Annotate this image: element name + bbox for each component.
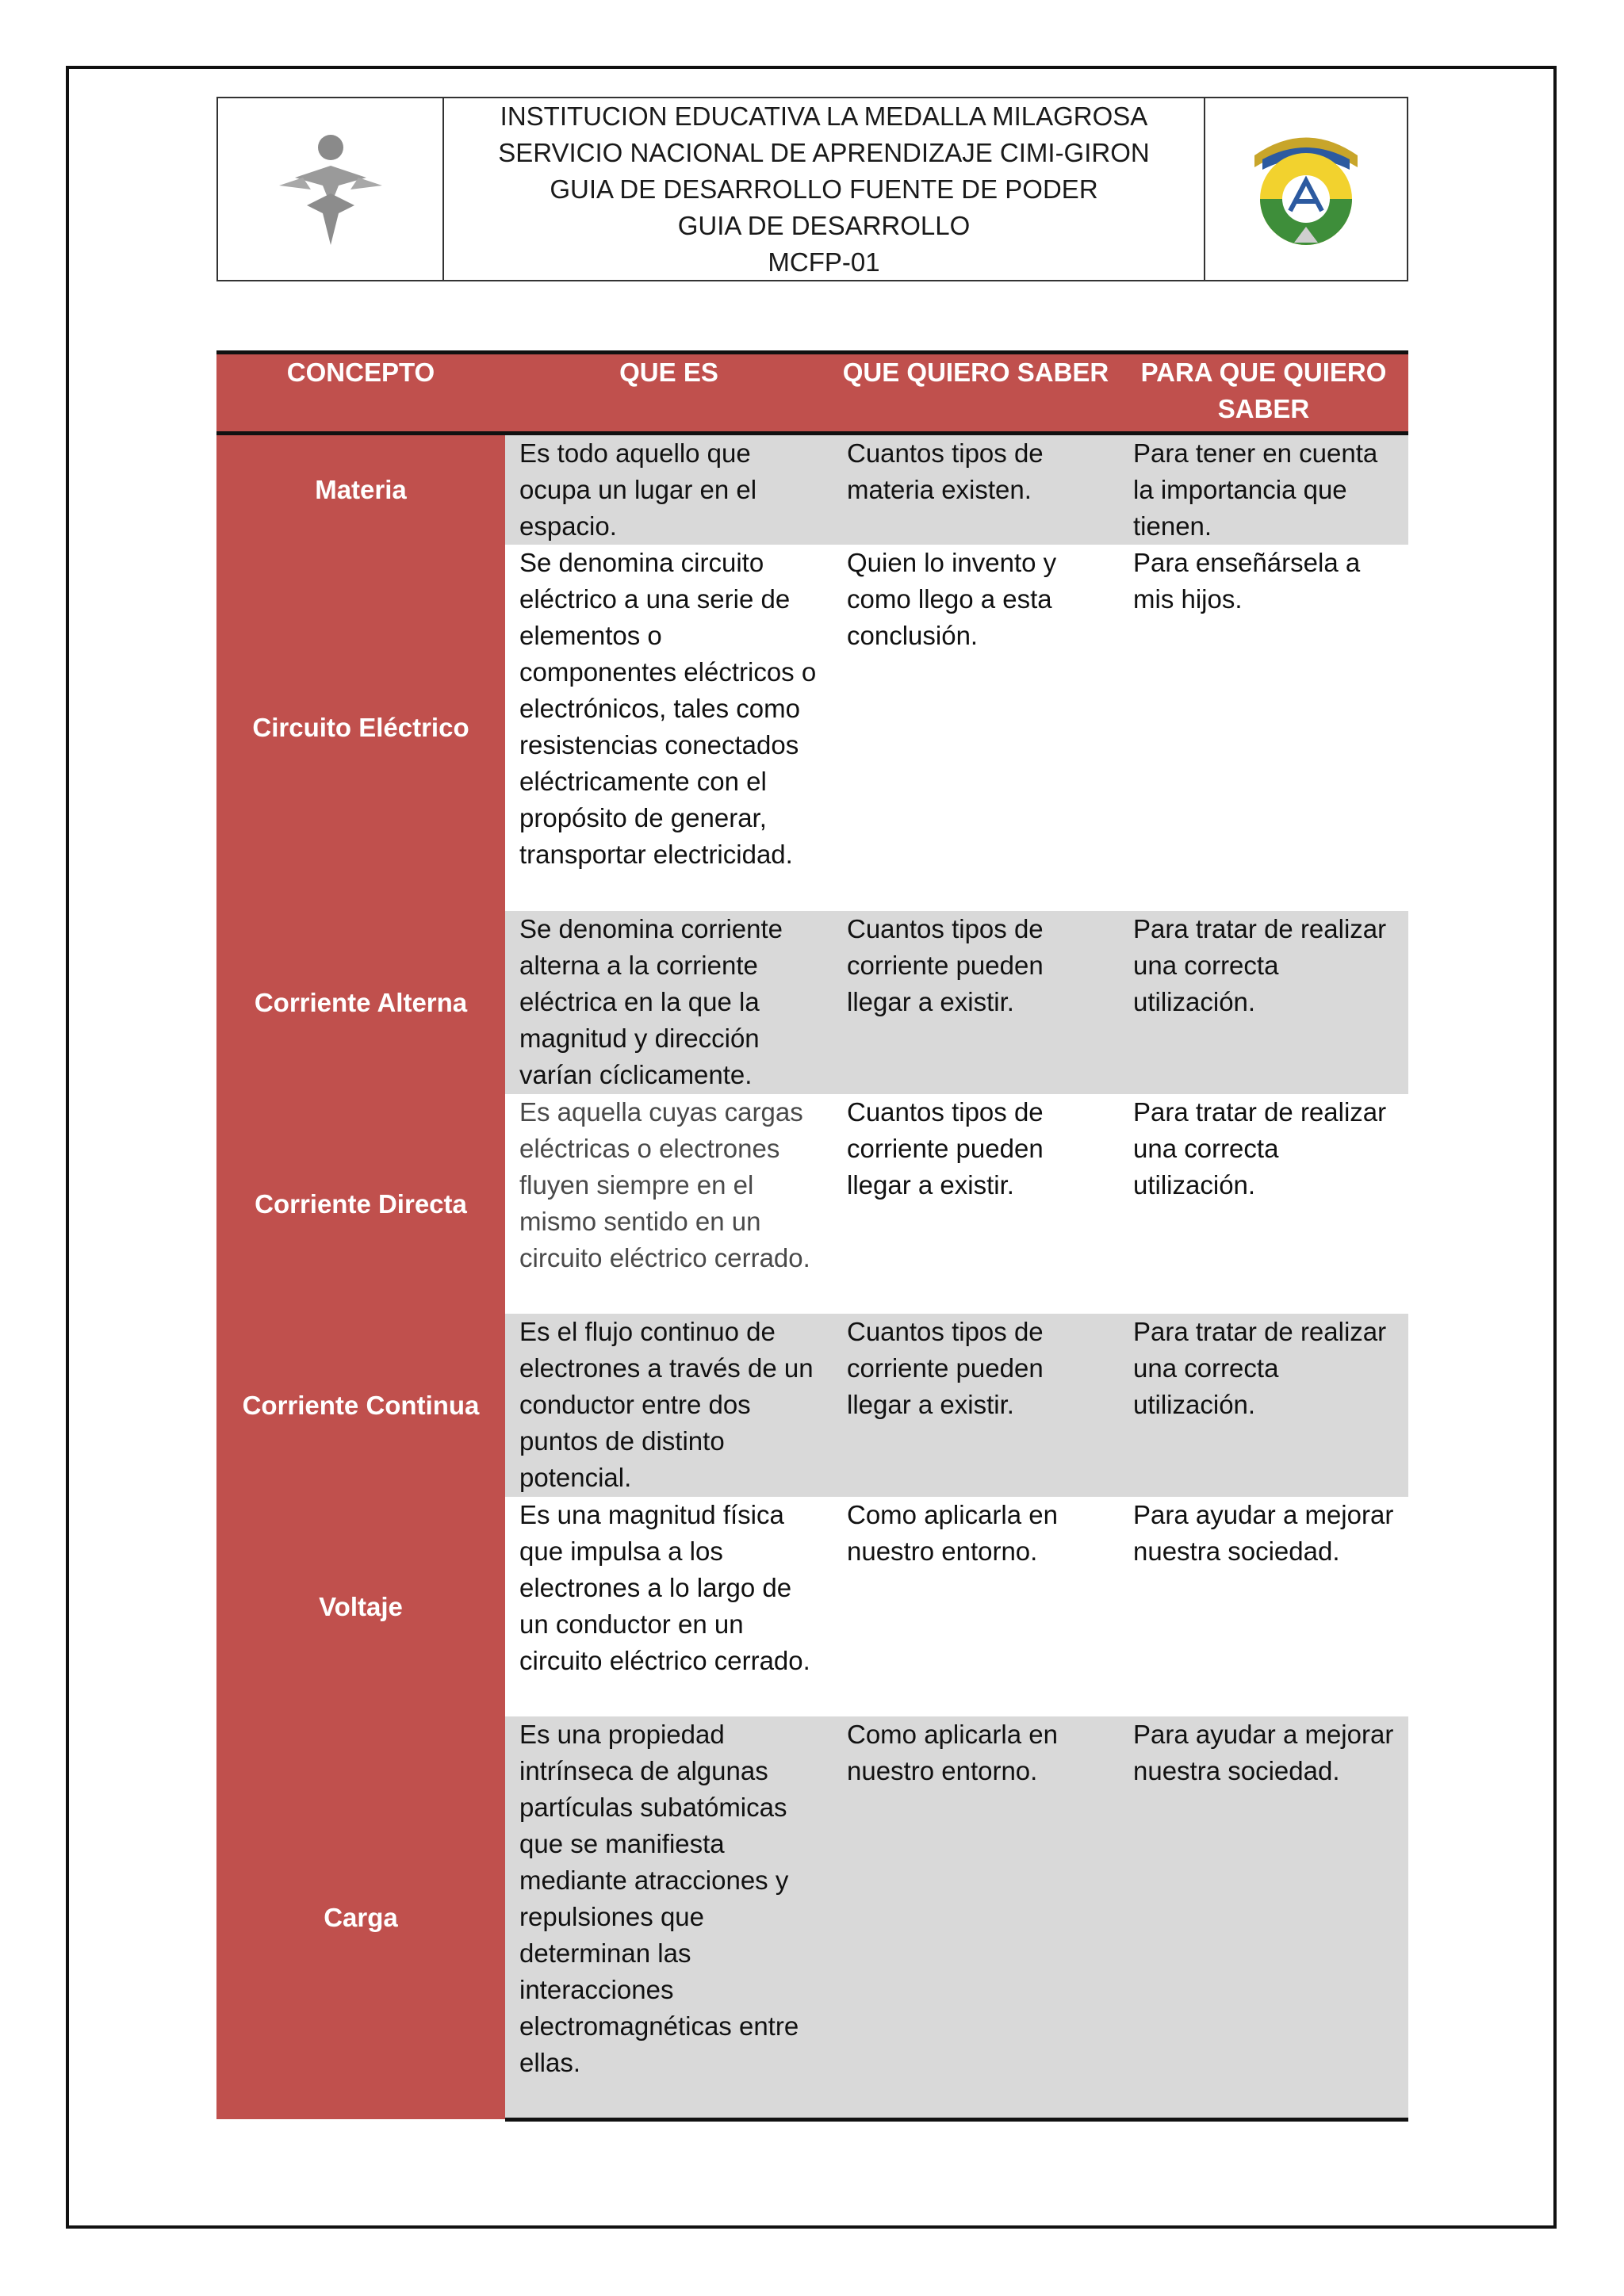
table-row	[216, 1497, 1408, 1716]
sena-logo	[263, 130, 398, 249]
table-row	[216, 1716, 1408, 2119]
table-row	[216, 545, 1408, 911]
concept-table	[216, 350, 1408, 2122]
table-row	[216, 1094, 1408, 1314]
table-header-row	[216, 353, 1408, 434]
school-crest	[1239, 124, 1373, 254]
quiero-saber-cell: Como aplicarla en nuestro entorno.	[833, 1497, 1119, 1716]
header-que-es: QUE ES	[505, 353, 833, 434]
document-header	[216, 97, 1408, 281]
header-para-que-quiero-saber: PARA QUE QUIERO SABER	[1119, 353, 1408, 434]
table-row	[216, 1314, 1408, 1497]
table-row	[216, 434, 1408, 545]
que-es-cell: Se denomina corriente alterna a la corriente eléctrica en la que la magnitud y dirección varían cíclicamente.	[505, 911, 833, 1094]
header-line-guide: GUIA DE DESARROLLO	[677, 210, 971, 240]
para-que-cell: Para tener en cuenta la importancia que tienen.	[1119, 434, 1408, 545]
header-concepto: CONCEPTO	[216, 353, 505, 434]
concept-cell: Materia	[216, 434, 505, 545]
header-title-block	[444, 98, 1205, 280]
quiero-saber-cell: Cuantos tipos de corriente pueden llegar a existir.	[833, 1314, 1119, 1497]
concept-cell: Corriente Alterna	[216, 911, 505, 1094]
que-es-cell: Es una propiedad intrínseca de algunas partículas subatómicas que se manifiesta mediante atracciones y repulsiones que determinan las interacciones electromagnéticas entre ellas.	[505, 1716, 833, 2119]
header-line-code: MCFP-01	[768, 247, 880, 277]
que-es-cell: Se denomina circuito eléctrico a una serie de elementos o componentes eléctricos o electrónicos, tales como resistencias conectados eléctricamente con el propósito de generar, transportar electricidad.	[505, 545, 833, 911]
header-line-institution: INSTITUCION EDUCATIVA LA MEDALLA MILAGROSA	[500, 101, 1148, 131]
que-es-cell: Es todo aquello que ocupa un lugar en el espacio.	[505, 434, 833, 545]
para-que-cell: Para tratar de realizar una correcta utilización.	[1119, 1094, 1408, 1314]
que-es-cell: Es una magnitud física que impulsa a los electrones a lo largo de un conductor en un circuito eléctrico cerrado.	[505, 1497, 833, 1716]
header-que-quiero-saber: QUE QUIERO SABER	[833, 353, 1119, 434]
school-crest-cell	[1205, 98, 1407, 280]
concept-cell: Carga	[216, 1716, 505, 2119]
que-es-cell: Es el flujo continuo de electrones a través de un conductor entre dos puntos de distinto potencial.	[505, 1314, 833, 1497]
para-que-cell: Para enseñársela a mis hijos.	[1119, 545, 1408, 911]
concept-cell: Corriente Directa	[216, 1094, 505, 1314]
header-line-guide-topic: GUIA DE DESARROLLO FUENTE DE PODER	[550, 174, 1098, 204]
quiero-saber-cell: Cuantos tipos de corriente pueden llegar a existir.	[833, 911, 1119, 1094]
para-que-cell: Para ayudar a mejorar nuestra sociedad.	[1119, 1497, 1408, 1716]
concept-cell: Circuito Eléctrico	[216, 545, 505, 911]
concept-cell: Corriente Continua	[216, 1314, 505, 1497]
quiero-saber-cell: Como aplicarla en nuestro entorno.	[833, 1716, 1119, 2119]
concept-cell: Voltaje	[216, 1497, 505, 1716]
quiero-saber-cell: Quien lo invento y como llego a esta conclusión.	[833, 545, 1119, 911]
quiero-saber-cell: Cuantos tipos de materia existen.	[833, 434, 1119, 545]
para-que-cell: Para tratar de realizar una correcta utilización.	[1119, 1314, 1408, 1497]
sena-logo-cell	[218, 98, 444, 280]
header-line-service: SERVICIO NACIONAL DE APRENDIZAJE CIMI-GIRON	[498, 137, 1150, 167]
que-es-cell: Es aquella cuyas cargas eléctricas o electrones fluyen siempre en el mismo sentido en un circuito eléctrico cerrado.	[505, 1094, 833, 1314]
table-row	[216, 911, 1408, 1094]
para-que-cell: Para tratar de realizar una correcta utilización.	[1119, 911, 1408, 1094]
para-que-cell: Para ayudar a mejorar nuestra sociedad.	[1119, 1716, 1408, 2119]
quiero-saber-cell: Cuantos tipos de corriente pueden llegar a existir.	[833, 1094, 1119, 1314]
